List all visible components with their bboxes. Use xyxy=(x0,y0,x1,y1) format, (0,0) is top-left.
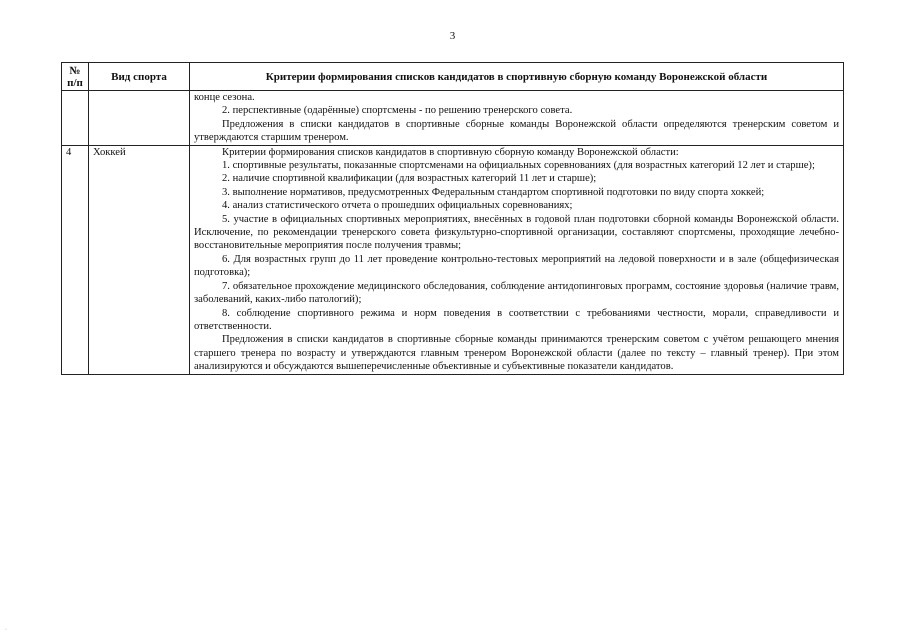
criteria-item: 4. анализ статистического отчета о прошедших официальных соревнованиях; xyxy=(222,200,573,212)
row-number xyxy=(62,91,89,146)
table-row-continuation xyxy=(62,91,844,146)
page-number: 3 xyxy=(449,30,456,42)
header-sport: Вид спорта xyxy=(89,63,190,91)
row-number: 4 xyxy=(62,145,89,374)
criteria-paragraph: 2. перспективные (одарённые) спортсмены - по решению тренерского совета. xyxy=(222,105,573,117)
criteria-item: 5. участие в официальных спортивных мероприятиях, внесённых в годовой план подготовки сборной команды Воронежской области. Исключение, по рекомендации тренерского совета физкультурно-спортивной организации, составляют спортсмены, проходящие лечебно-восстановительные мероприятия после получения травмы; xyxy=(194,213,839,252)
table-row-hockey xyxy=(62,145,844,374)
row-sport xyxy=(89,91,190,146)
criteria-item: 2. наличие спортивной квалификации (для возрастных категорий 11 лет и старше); xyxy=(222,173,597,185)
table-header-row xyxy=(62,63,844,91)
header-criteria: Критерии формирования списков кандидатов в спортивную сборную команду Воронежской области xyxy=(190,63,844,91)
criteria-table xyxy=(61,62,844,375)
header-number: № п/п xyxy=(62,63,89,91)
criteria-paragraph: Предложения в списки кандидатов в спортивные сборные команды Воронежской области определяются тренерским советом и утверждаются старшим тренером. xyxy=(194,118,839,144)
row-sport: Хоккей xyxy=(89,145,190,374)
scan-artifact: · xyxy=(5,627,7,633)
criteria-paragraph: конце сезона. xyxy=(194,92,255,103)
criteria-item: 3. выполнение нормативов, предусмотренных Федеральным стандартом спортивной подготовки по виду спорта хоккей; xyxy=(222,186,765,198)
row-criteria xyxy=(190,145,844,374)
criteria-paragraph: Предложения в списки кандидатов в спортивные сборные команды принимаются тренерским советом с учётом решающего мнения старшего тренера по возрасту и утверждаются главным тренером Воронежской области (далее по тексту – главный тренер). При этом анализируются и обсуждаются вышеперечисленные объективные и субъективные показатели кандидатов. xyxy=(194,334,839,373)
criteria-item: 6. Для возрастных групп до 11 лет проведение контрольно-тестовых мероприятий на ледовой поверхности и в зале (общефизическая подготовка); xyxy=(194,253,839,279)
criteria-item: 7. обязательное прохождение медицинского обследования, соблюдение антидопинговых программ, состояние здоровья (наличие травм, заболеваний, каких-либо патологий); xyxy=(194,280,839,306)
criteria-paragraph: Критерии формирования списков кандидатов в спортивную сборную команду Воронежской области: xyxy=(222,146,679,158)
criteria-item: 1. спортивные результаты, показанные спортсменами на официальных соревнованиях (для возрастных категорий 12 лет и старше); xyxy=(222,160,815,172)
criteria-item: 8. соблюдение спортивного режима и норм поведения в соответствии с требованиями честности, морали, справедливости и ответственности. xyxy=(194,307,839,332)
row-criteria xyxy=(190,91,844,146)
